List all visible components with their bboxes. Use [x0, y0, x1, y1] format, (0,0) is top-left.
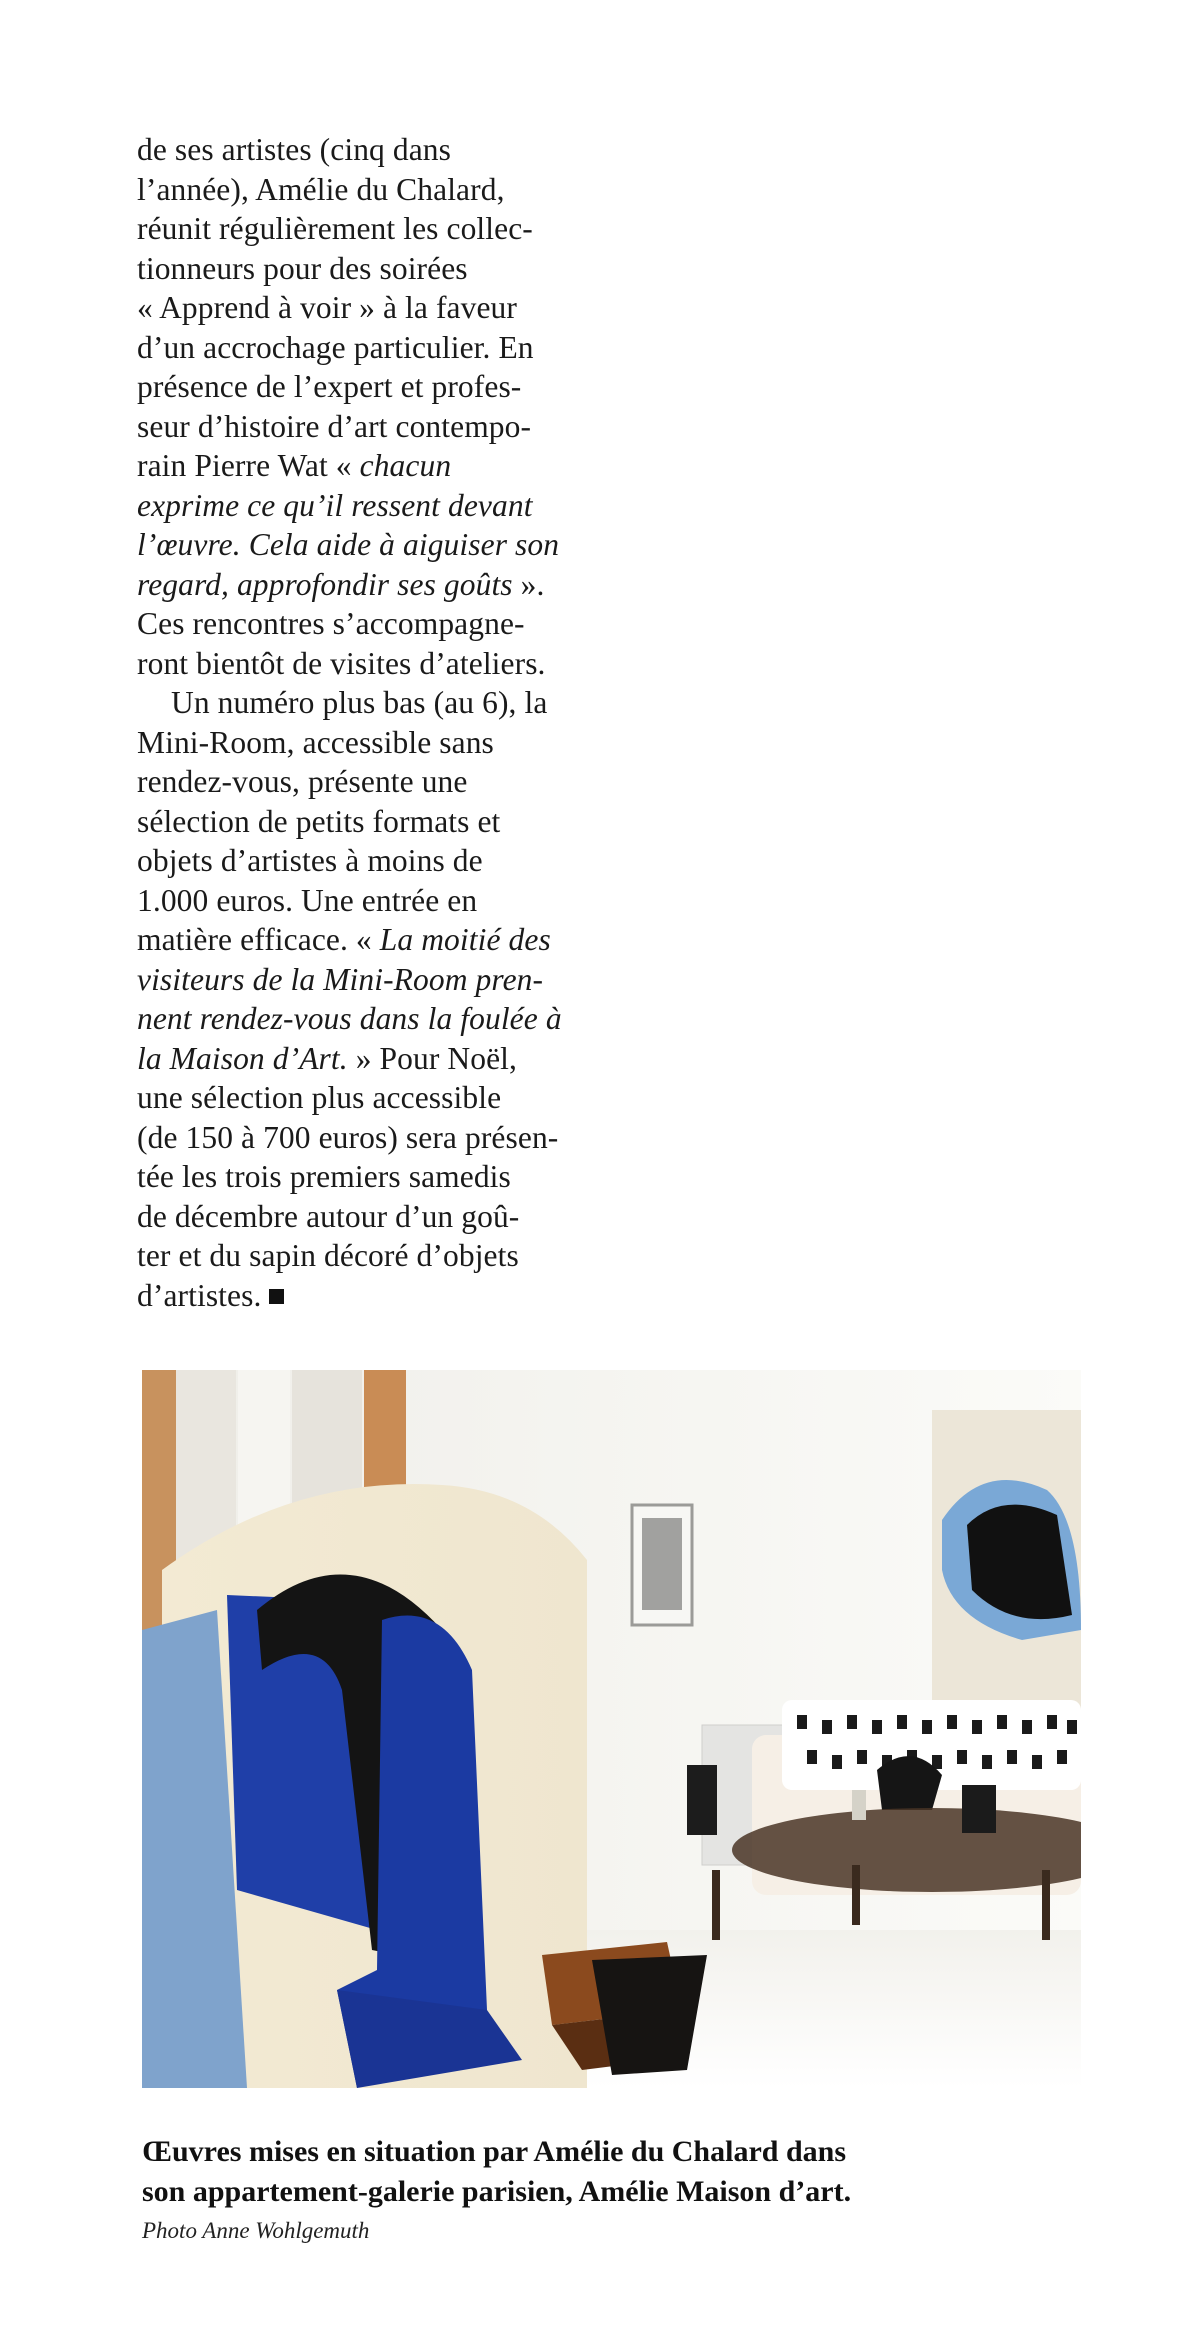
article-quote-run: La moitié des — [379, 922, 551, 957]
article-line: Mini-Room, accessible sans — [137, 724, 494, 760]
gallery-interior-photo — [142, 1370, 1081, 2088]
article-line — [137, 920, 585, 960]
article-line — [137, 446, 585, 486]
photo-caption — [142, 2132, 1081, 2248]
article-line: Un numéro plus bas (au 6), la — [171, 685, 548, 720]
end-of-article-square-icon — [269, 1289, 284, 1304]
table-vase — [962, 1785, 996, 1833]
gallery-interior-illustration — [142, 1370, 1081, 2088]
table-candle — [852, 1790, 866, 1820]
caption-line: Œuvres mises en situation par Amélie du Chalard dans — [142, 2135, 846, 2168]
article-line: ter et du sapin décoré d’objets — [137, 1238, 519, 1273]
article-text-column — [137, 130, 585, 1315]
article-text-run: ». — [512, 566, 545, 602]
article-line: de ses artistes (cinq dans — [137, 132, 452, 167]
article-line: visiteurs de la Mini-Room pren- — [137, 961, 544, 997]
coffee-table-leg — [852, 1865, 860, 1925]
article-line: 1.000 euros. Une entrée en — [137, 882, 478, 918]
coffee-table-leg — [1042, 1870, 1050, 1940]
photo-credit: Photo Anne Wohlgemuth — [142, 2218, 370, 2243]
article-line: l’œuvre. Cela aide à aiguiser son — [137, 527, 560, 562]
framed-drawing-image — [642, 1518, 682, 1610]
side-stool — [687, 1765, 717, 1835]
coffee-table-leg — [712, 1870, 720, 1940]
article-quote-run: regard, approfondir ses goûts — [137, 566, 513, 602]
article-line: sélection de petits formats et — [137, 803, 501, 839]
article-line: ront bientôt de visites d’ateliers. — [137, 645, 546, 681]
article-text-run: matière efficace. « — [137, 922, 380, 957]
article-line: présence de l’expert et profes- — [137, 369, 522, 404]
article-line: une sélection plus accessible — [137, 1080, 502, 1115]
article-quote-run: la Maison d’Art. — [137, 1040, 348, 1076]
article-line: objets d’artistes à moins de — [137, 843, 483, 878]
article-line: exprime ce qu’il ressent devant — [137, 487, 533, 523]
article-line — [137, 1039, 585, 1079]
article-line — [137, 565, 585, 605]
article-text-run: d’artistes. — [137, 1277, 262, 1313]
article-quote-run: chacun — [359, 448, 452, 483]
article-line: seur d’histoire d’art contempo- — [137, 408, 532, 444]
article-text-run: rain Pierre Wat « — [137, 448, 360, 483]
article-line: Ces rencontres s’accompagne- — [137, 606, 525, 641]
caption-line: son appartement-galerie parisien, Amélie Maison d’art. — [142, 2175, 852, 2208]
article-line: l’année), Amélie du Chalard, — [137, 171, 505, 207]
article-line: (de 150 à 700 euros) sera présen- — [137, 1119, 559, 1155]
article-line: réunit régulièrement les collec- — [137, 211, 533, 246]
article-line: tée les trois premiers samedis — [137, 1159, 511, 1194]
article-line: « Apprend à voir » à la faveur — [137, 290, 517, 325]
article-line: de décembre autour d’un goû- — [137, 1198, 520, 1234]
article-line: nent rendez-vous dans la foulée à — [137, 1001, 562, 1036]
article-line: tionneurs pour des soirées — [137, 250, 468, 286]
article-line — [137, 1276, 585, 1316]
article-line: d’un accrochage particulier. En — [137, 329, 534, 365]
article-text-run: » Pour Noël, — [347, 1040, 518, 1076]
article-line: rendez-vous, présente une — [137, 764, 468, 799]
